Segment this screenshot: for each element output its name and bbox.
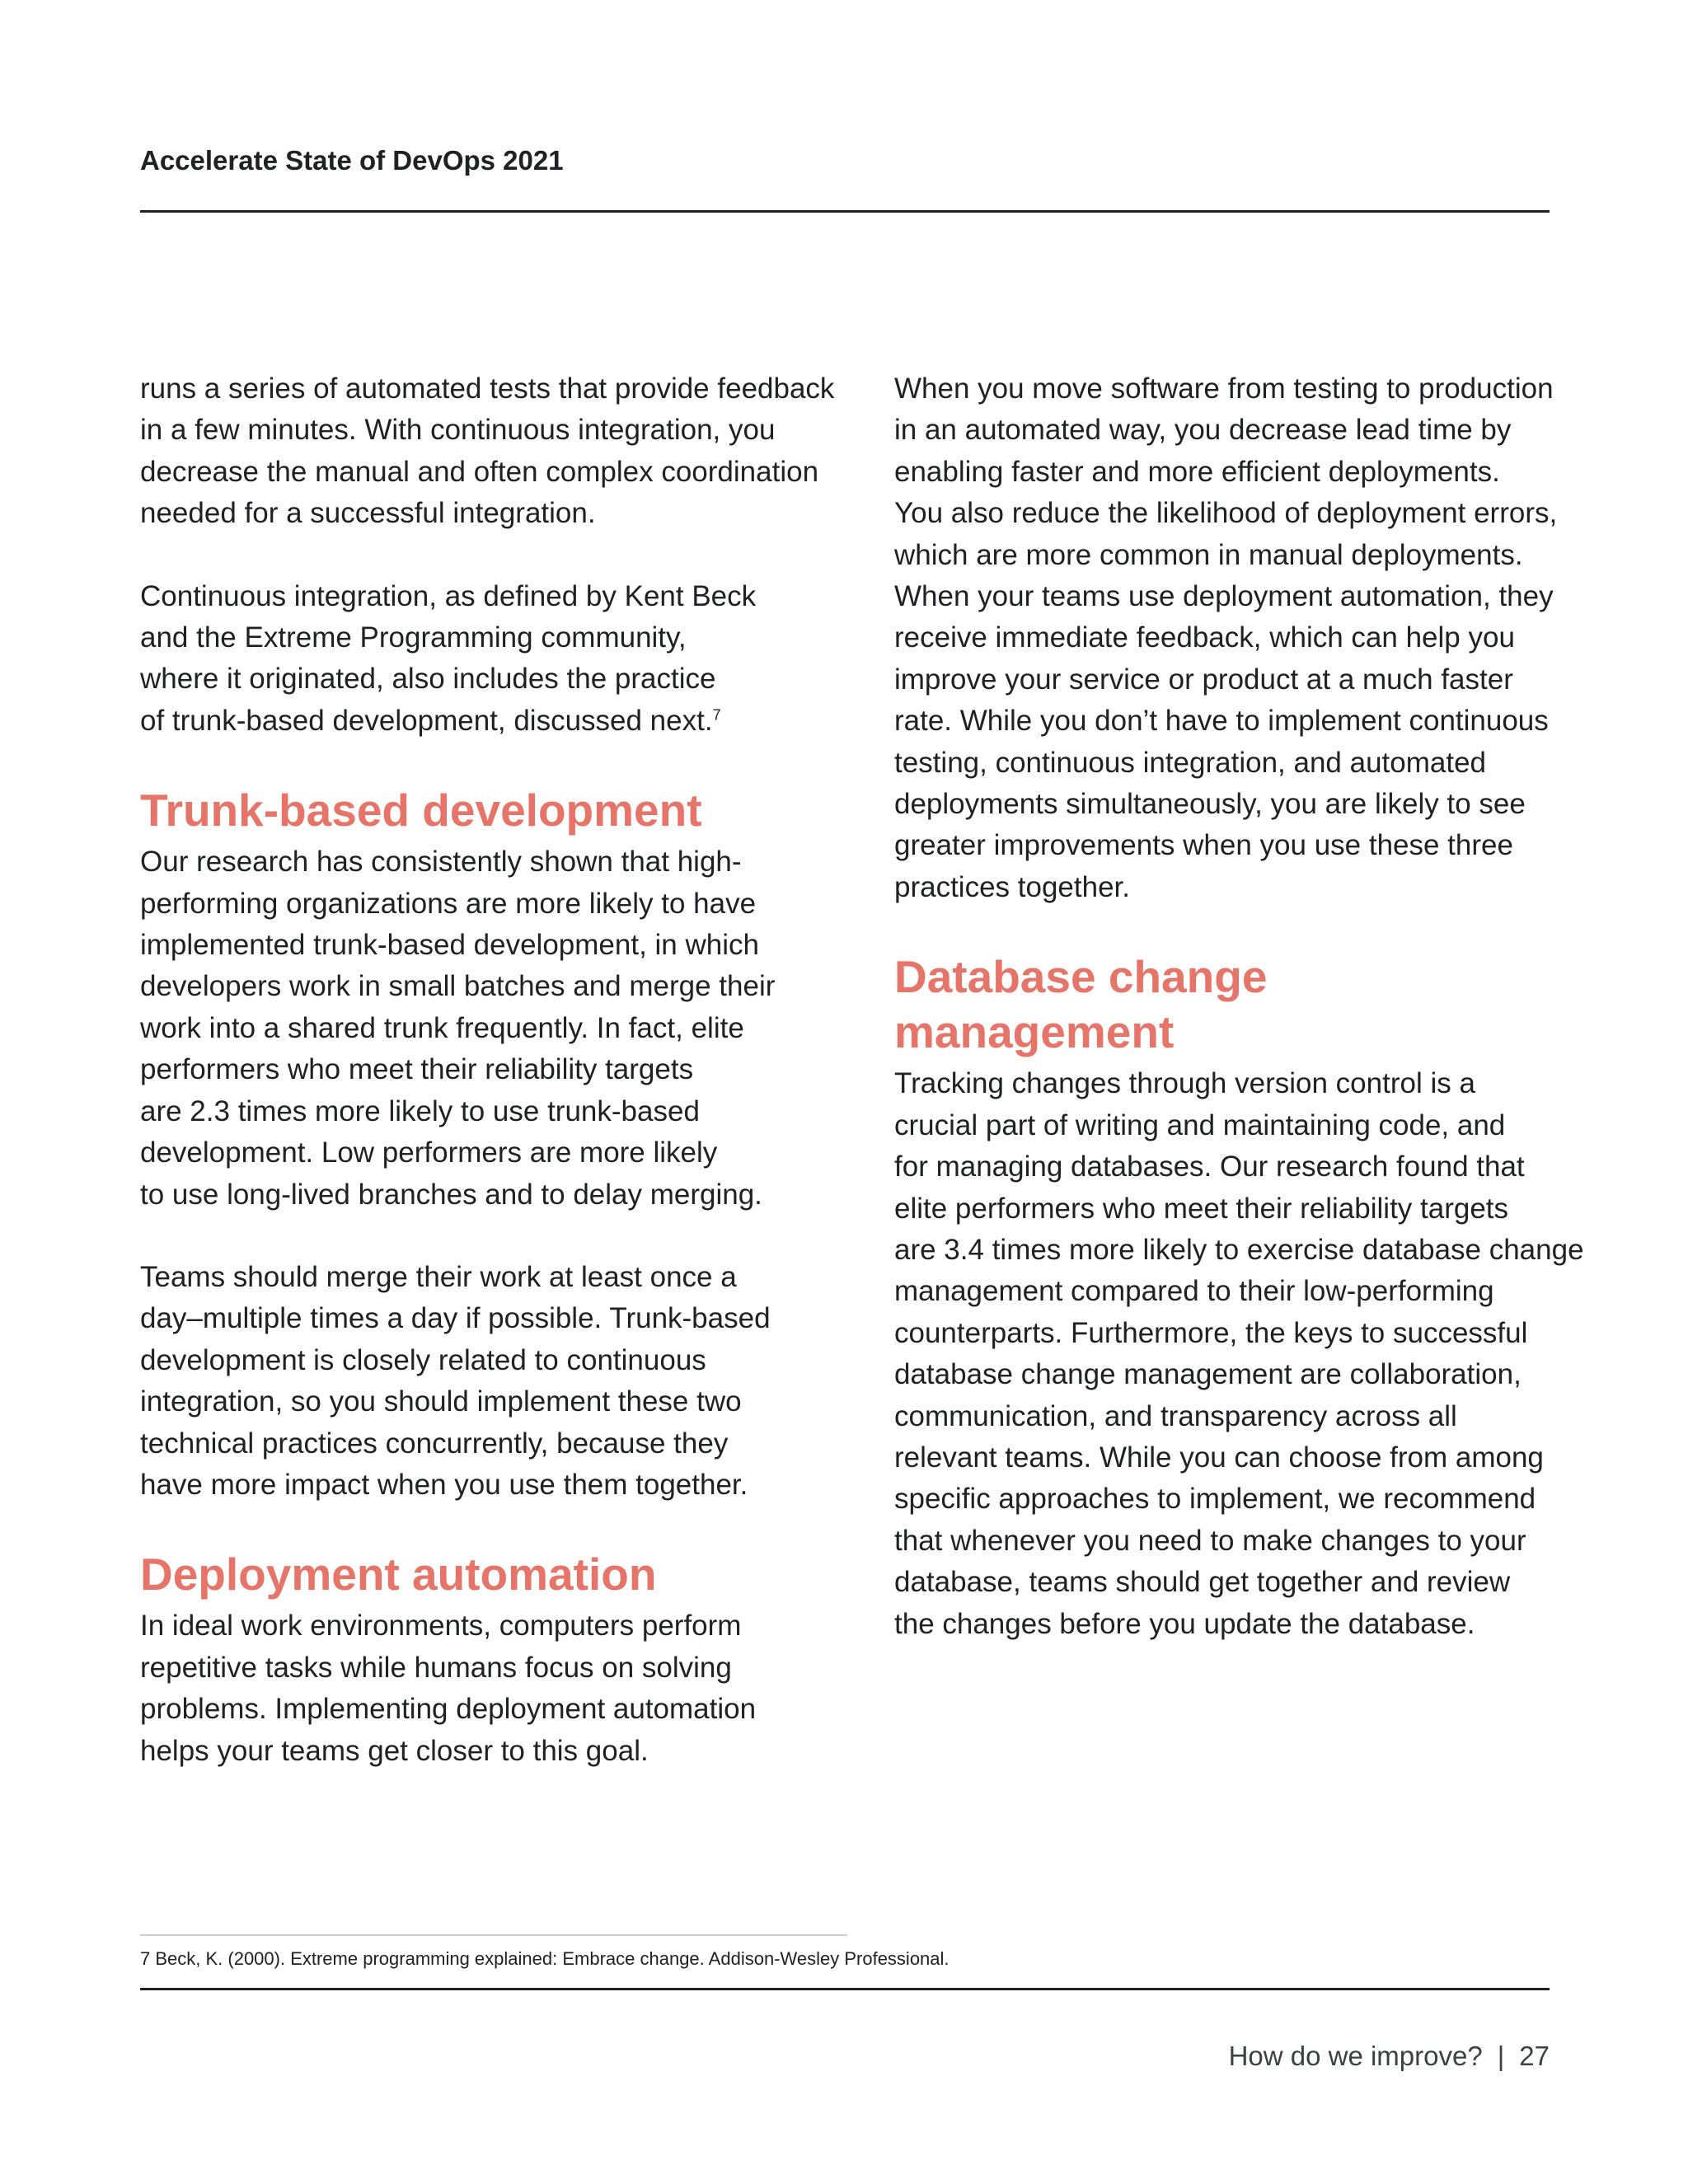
text-line: for managing databases. Our research found that [894, 1151, 1525, 1183]
deployment-paragraph-1 [140, 1605, 816, 1772]
text-line: greater improvements when you use these three [894, 829, 1513, 862]
text-line: implemented trunk-based development, in which [140, 929, 759, 962]
text-line: In ideal work environments, computers perform [140, 1610, 742, 1643]
text-line: the changes before you update the database. [894, 1607, 1475, 1640]
text-line: performing organizations are more likely to have [140, 887, 757, 920]
text-line: which are more common in manual deployments. [894, 538, 1523, 571]
text-line: to use long-lived branches and to delay merging. [140, 1178, 762, 1211]
header-divider [140, 210, 1550, 213]
text-line: development. Low performers are more likely [140, 1137, 718, 1169]
footnote-text: 7 Beck, K. (2000). Extreme programming explained: Embrace change. Addison-Wesley Professional. [140, 1948, 950, 1969]
deployment-automation-heading [140, 1547, 816, 1602]
document-header-title: Accelerate State of DevOps 2021 [140, 145, 564, 176]
text-line: problems. Implementing deployment automation [140, 1693, 757, 1726]
text-line: When your teams use deployment automation, they [894, 580, 1554, 613]
text-line-content: of trunk-based development, discussed next. [140, 704, 713, 737]
heading-line: management [894, 1006, 1175, 1058]
text-line: database, teams should get together and review [894, 1566, 1511, 1599]
intro-paragraph-2 [140, 576, 816, 743]
text-line: are 3.4 times more likely to exercise database change [894, 1233, 1584, 1266]
text-line: in an automated way, you decrease lead time by [894, 414, 1512, 447]
text-line: helps your teams get closer to this goal. [140, 1734, 649, 1767]
text-line: improve your service or product at a much faster [894, 663, 1513, 696]
text-line: communication, and transparency across all [894, 1399, 1457, 1432]
text-line: where it originated, also includes the practice [140, 663, 716, 696]
footer-divider [140, 1988, 1550, 1990]
text-line: needed for a successful integration. [140, 497, 596, 530]
text-line: When you move software from testing to production [894, 373, 1554, 405]
text-line: Our research has consistently shown that high- [140, 846, 742, 879]
text-line: are 2.3 times more likely to use trunk-based [140, 1094, 700, 1127]
footnote-divider [140, 1934, 847, 1936]
text-line: Tracking changes through version control is a [894, 1067, 1475, 1100]
page-footer [1229, 2041, 1550, 2072]
text-line: that whenever you need to make changes to your [894, 1524, 1526, 1557]
intro-paragraph-1 [140, 368, 835, 535]
text-line: performers who meet their reliability targets [140, 1053, 694, 1086]
trunk-paragraph-2 [140, 1257, 816, 1506]
heading-line: Deployment automation [140, 1549, 657, 1601]
text-line-with-footnote [140, 701, 816, 742]
text-line: relevant teams. While you can choose from among [894, 1441, 1544, 1474]
text-line: Teams should merge their work at least once a [140, 1260, 737, 1293]
text-line: and the Extreme Programming community, [140, 621, 687, 654]
text-line: database change management are collaboration, [894, 1358, 1522, 1391]
deployment-paragraph-2 [894, 368, 1558, 908]
text-line: rate. While you don’t have to implement continuous [894, 705, 1549, 738]
text-line: developers work in small batches and merge their [140, 970, 776, 1003]
text-line: elite performers who meet their reliability targets [894, 1192, 1509, 1225]
trunk-paragraph-1 [140, 841, 816, 1216]
text-line: crucial part of writing and maintaining code, and [894, 1108, 1506, 1141]
text-line: have more impact when you use them together. [140, 1468, 748, 1501]
text-line: deployments simultaneously, you are likely to see [894, 788, 1526, 821]
text-line: day–multiple times a day if possible. Trunk-based [140, 1302, 771, 1335]
text-line: specific approaches to implement, we recommend [894, 1483, 1536, 1516]
text-line: integration, so you should implement these two [140, 1385, 742, 1418]
text-line: counterparts. Furthermore, the keys to successful [894, 1316, 1528, 1349]
text-line: runs a series of automated tests that provide feedback [140, 373, 835, 405]
text-line: receive immediate feedback, which can help you [894, 621, 1515, 654]
right-column [894, 368, 1584, 1686]
page-number: 27 [1519, 2041, 1550, 2071]
text-line: enabling faster and more efficient deployments. [894, 455, 1500, 488]
database-change-management-heading [894, 949, 1554, 1060]
text-line: development is closely related to continuous [140, 1343, 706, 1376]
footer-separator: | [1497, 2041, 1505, 2071]
database-paragraph [894, 1063, 1584, 1645]
text-line: work into a shared trunk frequently. In fact, elite [140, 1011, 744, 1044]
trunk-based-development-heading [140, 783, 816, 838]
heading-line: Trunk-based development [140, 785, 702, 837]
text-line: management compared to their low-performing [894, 1275, 1494, 1308]
footer-section-title: How do we improve? [1228, 2041, 1483, 2071]
text-line: repetitive tasks while humans focus on solving [140, 1651, 732, 1684]
footnote-reference: 7 [712, 706, 721, 724]
text-line: practices together. [894, 870, 1130, 903]
text-line: testing, continuous integration, and automated [894, 746, 1486, 779]
text-line: Continuous integration, as defined by Kent Beck [140, 579, 757, 612]
text-line: decrease the manual and often complex coordination [140, 455, 819, 488]
text-line: in a few minutes. With continuous integration, you [140, 414, 776, 447]
heading-line: Database change [894, 951, 1268, 1003]
left-column [140, 368, 835, 1813]
text-line: technical practices concurrently, because they [140, 1427, 729, 1460]
text-line: You also reduce the likelihood of deployment errors, [894, 497, 1558, 530]
